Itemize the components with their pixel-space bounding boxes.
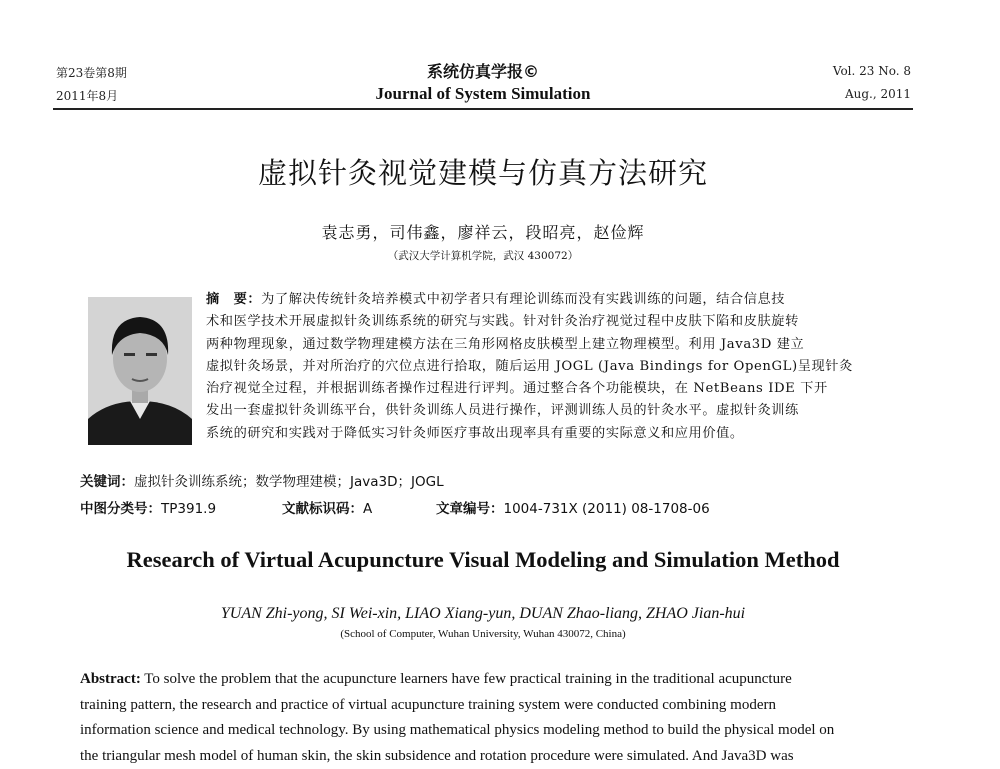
abstract-en-line: training pattern, the research and practice of virtual acupuncture training system were conducted combining modern — [80, 696, 776, 713]
abstract-cn — [206, 289, 886, 445]
abstract-cn-line: 两种物理现象，通过数学物理建模方法在三角形网格皮肤模型上建立物理模型。利用 Java3D 建立 — [206, 336, 805, 352]
abstract-en-line: the triangular mesh model of human skin, the skin subsidence and rotation procedure were simulated. And Java3D was — [80, 747, 794, 764]
keywords-value: 虚拟针灸训练系统；数学物理建模；Java3D；JOGL — [134, 474, 444, 490]
journal-title-en: Journal of System Simulation — [375, 84, 591, 103]
abstract-cn-line: 虚拟针灸场景，并对所治疗的穴位点进行拾取，随后运用 JOGL (Java Bindings for OpenGL)呈现针灸 — [206, 358, 853, 374]
abstract-en-line: information science and medical technology. By using mathematical physics modeling method to build the physical model on — [80, 722, 835, 739]
paper-title-cn: 虚拟针灸视觉建模与仿真方法研究 — [257, 156, 708, 190]
authors-cn: 袁志勇，司伟鑫，廖祥云，段昭亮，赵俭辉 — [321, 223, 645, 242]
abstract-en — [80, 667, 888, 769]
abstract-en-line: Abstract: To solve the problem that the acupuncture learners have few practical training in the traditional acupuncture — [80, 671, 792, 687]
abstract-cn-line: 发出一套虚拟针灸训练平台，供针灸训练人员进行操作，评测训练人员的针灸水平。虚拟针灸训练 — [206, 403, 799, 419]
keywords-label: 关键词： — [80, 474, 134, 490]
paper-title-en: Research of Virtual Acupuncture Visual Modeling and Simulation Method — [126, 547, 840, 572]
volume-issue-cn: 第23卷第8期 — [56, 66, 127, 80]
abstract-cn-line: 摘 要：为了解决传统针灸培养模式中初学者只有理论训练而没有实践训练的问题，结合信息技 — [206, 292, 786, 307]
abstract-cn-line: 系统的研究和实践对于降低实习针灸师医疗事故出现率具有重要的实际意义和应用价值。 — [206, 425, 744, 441]
date-cn: 2011年8月 — [56, 89, 119, 103]
abstract-en-label: Abstract: — [80, 671, 141, 687]
abstract-cn-line: 术和医学技术开展虚拟针灸训练系统的研究与实践。针对针灸治疗视觉过程中皮肤下陷和皮肤旋转 — [206, 314, 799, 330]
clc-number: 中图分类号：TP391.9 — [80, 501, 217, 517]
volume-issue-en: Vol. 23 No. 8 — [832, 64, 911, 78]
document-code: 文献标识码：A — [282, 501, 373, 517]
abstract-cn-label: 摘 要： — [206, 292, 262, 307]
date-en: Aug., 2011 — [844, 87, 911, 101]
header-rule — [53, 108, 913, 110]
authors-en: YUAN Zhi-yong, SI Wei-xin, LIAO Xiang-yun, DUAN Zhao-liang, ZHAO Jian-hui — [220, 605, 746, 622]
keywords — [80, 470, 444, 490]
author-photo — [88, 297, 192, 445]
affiliation-cn: （武汉大学计算机学院，武汉 430072） — [387, 250, 579, 262]
journal-title-cn: 系统仿真学报© — [426, 62, 539, 81]
affiliation-en: (School of Computer, Wuhan University, Wuhan 430072, China) — [340, 628, 626, 640]
abstract-cn-line: 治疗视觉全过程，并根据训练者操作过程进行评判。通过整合各个功能模块，在 NetBeans IDE 下开 — [206, 381, 828, 397]
article-number: 文章编号：1004-731X (2011) 08-1708-06 — [436, 501, 710, 517]
